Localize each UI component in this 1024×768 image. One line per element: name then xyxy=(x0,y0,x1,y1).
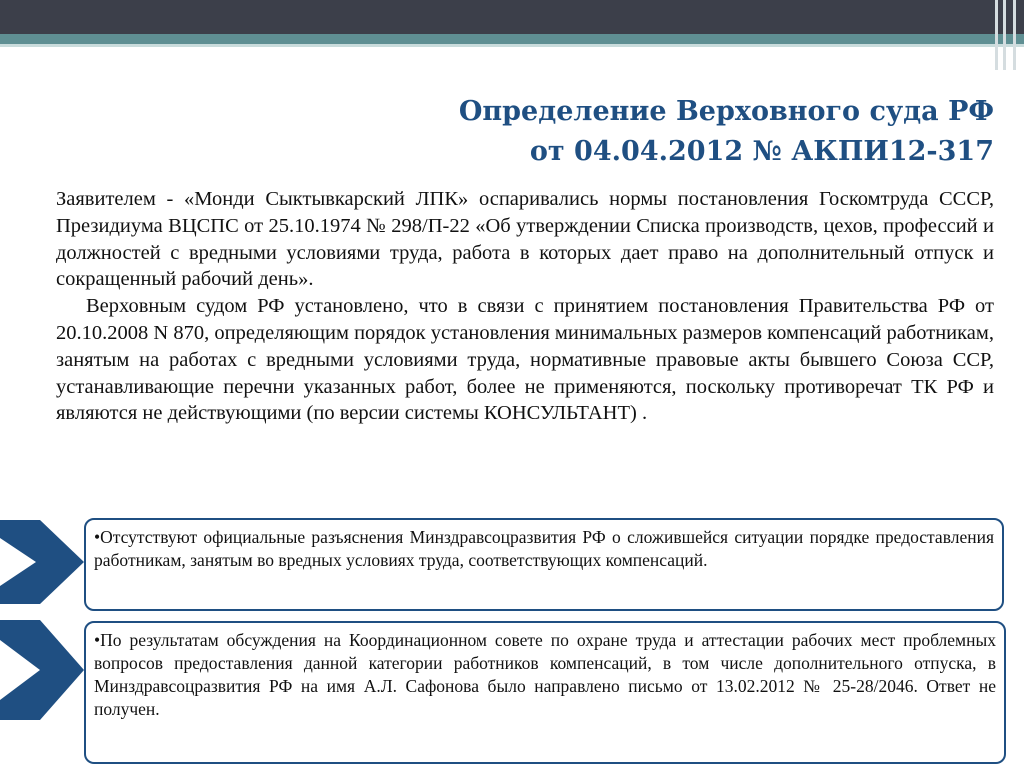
corner-decoration xyxy=(990,0,1024,70)
paragraph-1: Заявителем - «Монди Сыктывкарский ЛПК» оспаривались нормы постановления Госкомтруда СССР, Президиума ВЦСПС от 25.10.1974 № 298/П-22 «Об утверждении Списка производств, цехов, профессий и должностей с вредными условиями труда, работа в которых дает право на дополнительный отпуск и сокращенный рабочий день». xyxy=(56,188,994,291)
body-text xyxy=(56,186,994,427)
note-box-2-text: •По результатам обсуждения на Координационном совете по охране труда и аттестации рабочих мест проблемных вопросов предоставления данной категории работников компенсаций, в том числе дополнительного отпуска, в Минздравсоцразвития РФ на имя А.Л. Сафонова было направлено письмо от 13.02.2012 № 25-28/2046. Ответ не получен. xyxy=(94,630,996,719)
slide-title xyxy=(194,92,994,172)
top-bar xyxy=(0,0,1024,34)
note-box-2 xyxy=(84,621,1006,764)
title-line-1: Определение Верховного суда РФ xyxy=(458,96,994,127)
paragraph-2: Верховным судом РФ установлено, что в связи с принятием постановления Правительства РФ от 20.10.2008 N 870, определяющим порядок установления минимальных размеров компенсаций работникам, занятым на работах с вредными условиями труда, нормативные правовые акты бывшего Союза ССР, устанавливающие перечни указанных работ, более не применяются, поскольку противоречат ТК РФ и являются не действующими (по версии системы КОНСУЛЬТАНТ) . xyxy=(56,295,994,425)
chevron-arrows-icon xyxy=(0,520,84,768)
top-stripe-light xyxy=(0,44,1024,47)
top-stripe xyxy=(0,34,1024,44)
note-box-1-text: •Отсутствуют официальные разъяснения Минздравсоцразвития РФ о сложившейся ситуации порядке предоставления работникам, занятым во вредных условиях труда, соответствующих компенсаций. xyxy=(94,527,994,570)
chevron-bottom xyxy=(0,620,84,720)
title-line-2: от 04.04.2012 № АКПИ12-317 xyxy=(529,136,994,167)
chevron-top xyxy=(0,520,84,604)
note-box-1 xyxy=(84,518,1004,611)
